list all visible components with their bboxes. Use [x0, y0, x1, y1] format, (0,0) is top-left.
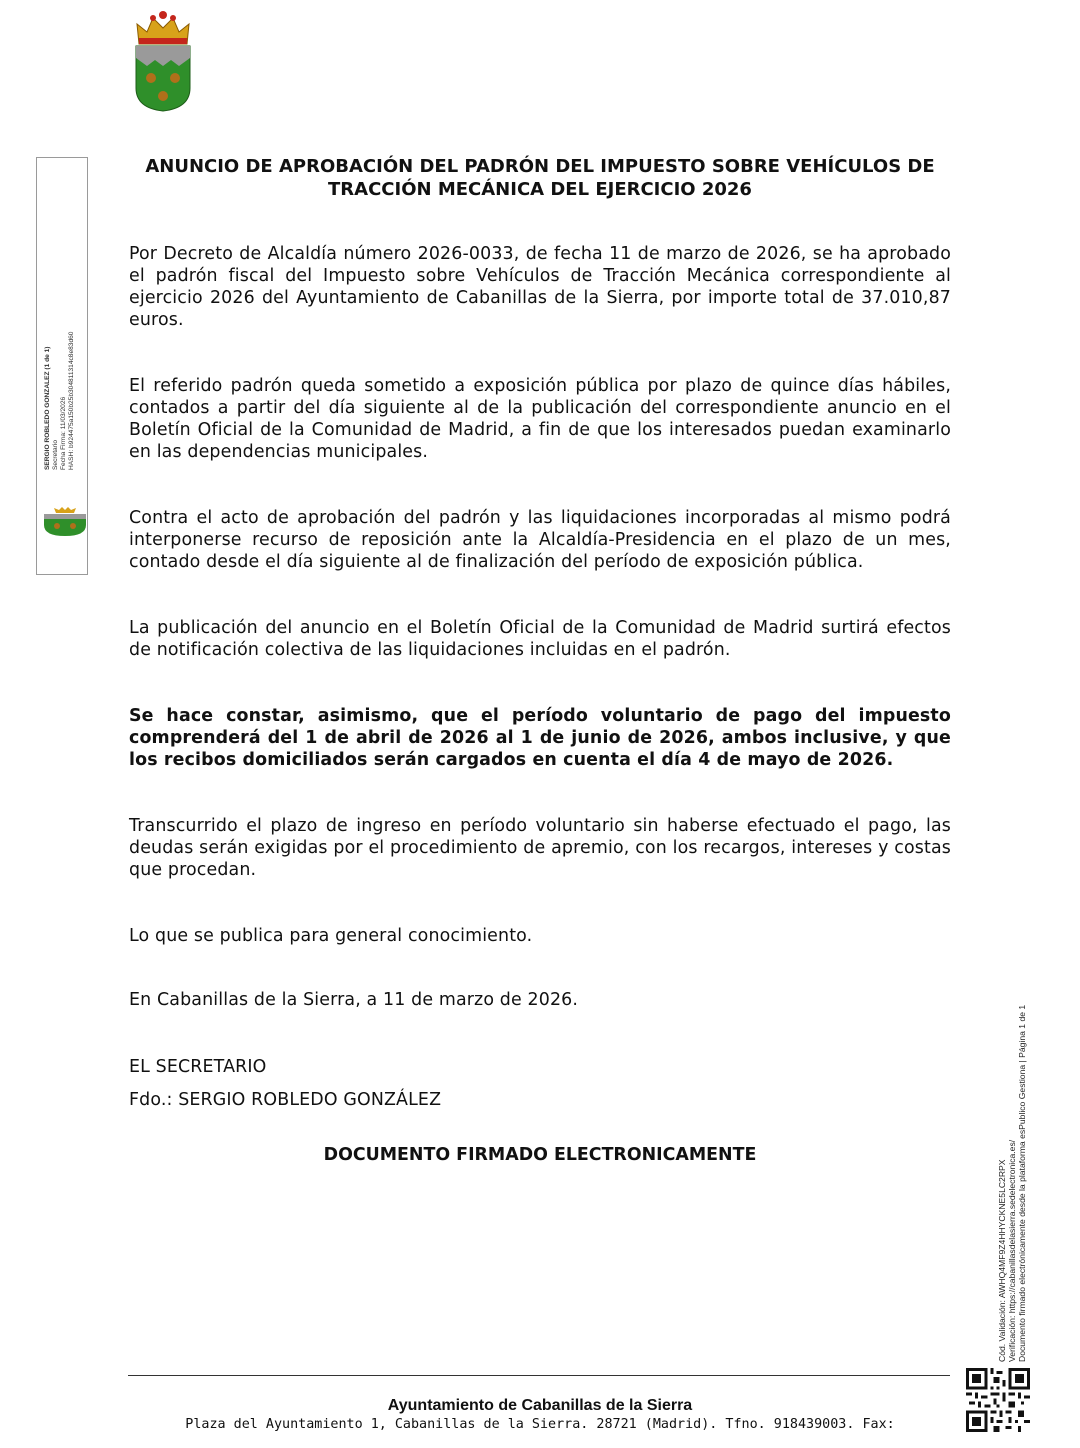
signer-name: Fdo.: SERGIO ROBLEDO GONZÁLEZ: [129, 1090, 442, 1110]
qr-code-icon[interactable]: [966, 1368, 1030, 1432]
footer-divider: [128, 1375, 950, 1376]
signature-stamp-date: Fecha Firma: 11/03/2026: [60, 396, 67, 470]
verification-url[interactable]: Verificación: https://cabanillasdelasierra.sedelectronica.es/: [1007, 1139, 1017, 1362]
document-title-line-2: TRACCIÓN MECÁNICA DEL EJERCICIO 2026: [328, 179, 752, 200]
document-title-line-1: ANUNCIO DE APROBACIÓN DEL PADRÓN DEL IMPUESTO SOBRE VEHÍCULOS DE: [145, 156, 935, 177]
validation-code: Cód. Validación: AWHQ4MF9Z4HHYCKNE5LC2RPX: [997, 1159, 1007, 1362]
paragraph-notification: La publicación del anuncio en el Boletín Oficial de la Comunidad de Madrid surtirá efectos de notificación colectiva de las liquidaciones incluidas en el padrón.: [129, 618, 951, 660]
paragraph-payment-period: Se hace constar, asimismo, que el período voluntario de pago del impuesto comprenderá del 1 de abril de 2026 al 1 de junio de 2026, ambos inclusive, y que los recibos domiciliados serán cargados en cuenta el día 4 de mayo de 2026.: [129, 706, 951, 770]
paragraph-exposure: El referido padrón queda sometido a exposición pública por plazo de quince días hábiles, contados a partir del día siguiente al de la publicación del correspondiente anuncio en el Boletín Oficial de la Comunidad de Madrid, a fin de que los interesados puedan examinarlo en las dependencias municipales.: [129, 376, 951, 462]
paragraph-enforcement: Transcurrido el plazo de ingreso en período voluntario sin haberse efectuado el pago, las deudas serán exigidas por el procedimiento de apremio, con los recargos, intereses y costas que procedan.: [129, 816, 951, 880]
signature-stamp-signer: SERGIO ROBLEDO GONZALEZ (1 de 1): [44, 346, 51, 470]
signature-stamp-role: Secretario: [52, 439, 59, 470]
signature-stamp-text: [44, 290, 76, 470]
signature-stamp-hash: HASH: b924475a150b25b304811314c8e83d60: [68, 331, 75, 470]
footer-address: Plaza del Ayuntamiento 1, Cabanillas de la Sierra. 28721 (Madrid). Tfno. 918439003. Fax:: [185, 1417, 895, 1432]
coat-of-arms-logo: [133, 10, 193, 112]
paragraph-publication: Lo que se publica para general conocimiento.: [129, 926, 533, 946]
verification-text: [997, 892, 1027, 1362]
paragraph-decree: Por Decreto de Alcaldía número 2026-0033, de fecha 11 de marzo de 2026, se ha aprobado el padrón fiscal del Impuesto sobre Vehículos de Tracción Mecánica correspondiente al ejercicio 2026 del Ayuntamiento de Cabanillas de la Sierra, por importe total de 37.010,87 euros.: [129, 244, 951, 330]
document-title: [140, 155, 940, 201]
footer-name: Ayuntamiento de Cabanillas de la Sierra: [387, 1397, 693, 1414]
signer-title: EL SECRETARIO: [129, 1057, 267, 1077]
platform-note: Documento firmado electrónicamente desde la plataforma esPublico Gestiona | Página 1 de 1: [1017, 1004, 1027, 1362]
signature-stamp-logo: [42, 507, 88, 537]
paragraph-place-date: En Cabanillas de la Sierra, a 11 de marzo de 2026.: [129, 990, 579, 1010]
signed-notice: DOCUMENTO FIRMADO ELECTRONICAMENTE: [323, 1145, 757, 1165]
paragraph-appeal: Contra el acto de aprobación del padrón y las liquidaciones incorporadas al mismo podrá interponerse recurso de reposición ante la Alcaldía-Presidencia en el plazo de un mes, contado desde el día siguiente al de finalización del período de exposición pública.: [129, 508, 951, 572]
